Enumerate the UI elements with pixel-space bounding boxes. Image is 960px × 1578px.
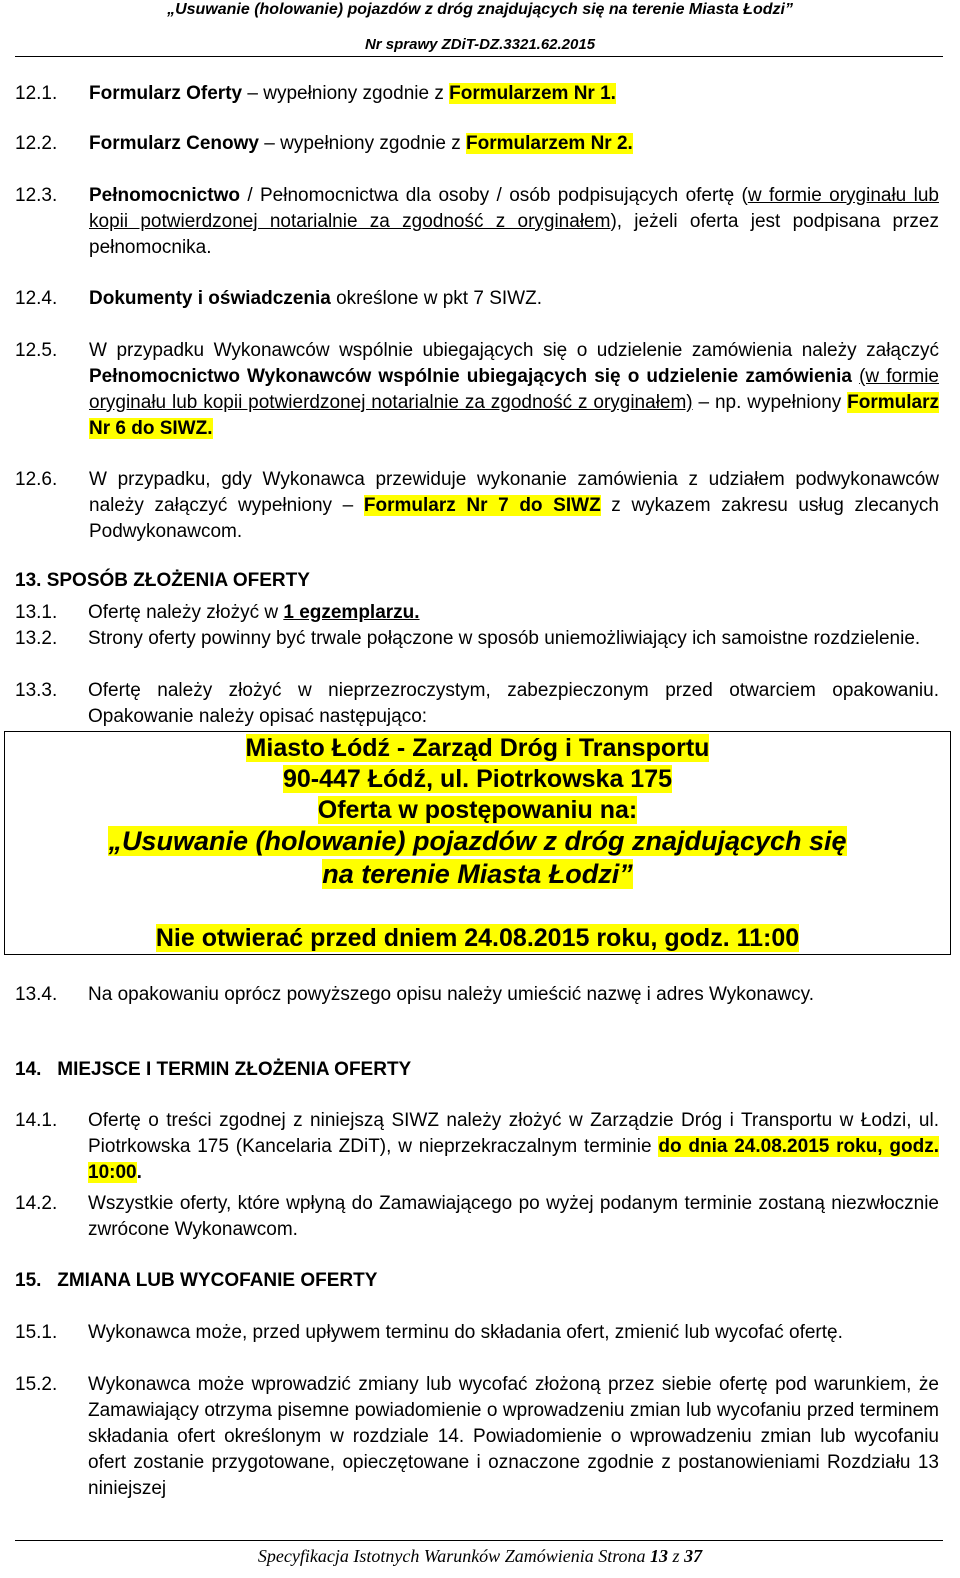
footer-of: z <box>668 1546 685 1566</box>
item-text: – wypełniony zgodnie z <box>242 83 450 104</box>
item-number: 13.2. <box>15 628 58 649</box>
deadline: do dnia 24.08.2015 roku, godz. 10:00 <box>88 1136 939 1183</box>
form-reference: Formularz Nr 7 do SIWZ <box>363 495 601 516</box>
item-text: . <box>136 1162 142 1183</box>
item-text: Strony oferty powinny być trwale połączone w sposób uniemożliwiający ich samoistne rozdzielenie. <box>88 628 921 649</box>
box-addressee: Miasto Łódź - Zarząd Dróg i Transportu <box>245 734 710 762</box>
header-title: „Usuwanie (holowanie) pojazdów z dróg znajdujących się na terenie Miasta Łodzi” <box>167 1 793 18</box>
item-text: Wszystkie oferty, które wpłyną do Zamawiającego po wyżej podanym terminie zostaną niezwłocznie zwrócone Wykonawcom. <box>88 1193 939 1240</box>
item-space <box>852 366 859 387</box>
item-heading: Dokumenty i oświadczenia <box>89 288 331 309</box>
box-address: 90-447 Łódź, ul. Piotrkowska 175 <box>282 765 673 793</box>
item-number: 12.2. <box>15 133 58 154</box>
item-text-underlined: (w formie oryginału lub kopii potwierdzonej notarialnie za zgodność z oryginałem) <box>89 366 939 413</box>
header-divider <box>15 56 943 57</box>
item-text: . Opakowanie należy opisać następująco: <box>88 680 939 727</box>
item-heading: Formularz Cenowy <box>89 133 259 154</box>
item-text: – wypełniony zgodnie z <box>258 133 466 154</box>
item-number: 13.4. <box>15 984 58 1005</box>
form-reference: Formularzem Nr 2. <box>466 133 633 154</box>
case-number: Nr sprawy ZDiT-DZ.3321.62.2015 <box>364 36 596 53</box>
copies-count: 1 egzemplarzu. <box>283 602 420 623</box>
item-text-underlined: w formie oryginału lub kopii potwierdzonej notarialnie za zgodność z oryginałem <box>89 185 939 232</box>
item-text: / Pełnomocnictwa dla osoby / osób podpisujących ofertę ( <box>239 185 748 206</box>
page-total: 37 <box>684 1546 703 1566</box>
item-number: 12.3. <box>15 185 58 206</box>
footer-divider <box>15 1540 943 1541</box>
box-do-not-open: Nie otwierać przed dniem 24.08.2015 roku, godz. 11:00 <box>155 924 800 952</box>
item-text: Na opakowaniu oprócz powyższego opisu należy umieścić nazwę i adres Wykonawcy. <box>88 984 815 1005</box>
box-tender-title-2: na terenie Miasta Łodzi” <box>322 859 633 889</box>
item-number: 15.1. <box>15 1322 58 1343</box>
item-text: Wykonawca może wprowadzić zmiany lub wycofać złożoną przez siebie ofertę pod warunkiem, że Zamawiający otrzyma pisemne powiadomienie o wprowadzeniu zmian lub wycofaniu przed terminem składania ofert określonym w rozdziale 14. Powiadomienie o wprowadzeniu zmian lub wycofaniu ofert zostanie przygotowane, opieczętowane i oznaczone zgodnie z postanowieniami Rozdziału 13 niniejszej <box>88 1374 939 1499</box>
item-text: określone w pkt 7 SIWZ. <box>330 288 542 309</box>
item-number: 12.4. <box>15 288 58 309</box>
item-number: 14.2. <box>15 1193 58 1214</box>
item-heading: Pełnomocnictwo Wykonawców wspólnie ubiegających się o udzielenie zamówienia <box>89 366 852 387</box>
section-heading-13: 13. SPOSÓB ZŁOŻENIA OFERTY <box>15 570 310 591</box>
box-tender-title-1: „Usuwanie (holowanie) pojazdów z dróg znajdujących się <box>108 826 847 856</box>
item-number: 12.6. <box>15 469 58 490</box>
item-text: Ofertę należy złożyć w nieprzezroczystym, zabezpieczonym przed otwarciem opakowaniu <box>88 680 934 701</box>
footer-label: Specyfikacja Istotnych Warunków Zamówienia Strona <box>257 1546 651 1566</box>
envelope-label-box <box>4 731 951 955</box>
item-text: – np. wypełniony <box>692 392 848 413</box>
section-heading-15: 15. ZMIANA LUB WYCOFANIE OFERTY <box>15 1270 378 1291</box>
item-heading: Formularz Oferty <box>89 83 243 104</box>
item-text: W przypadku Wykonawców wspólnie ubiegających się o udzielenie zamówienia należy załączyć <box>89 340 939 361</box>
page-number: 13 <box>650 1546 669 1566</box>
item-number: 12.5. <box>15 340 58 361</box>
item-text: Ofertę o treści zgodnej z niniejszą SIWZ należy złożyć w Zarządzie Dróg i Transportu w Łodzi, ul. Piotrkowska 175 (Kancelaria ZDiT), w nieprzekraczalnym terminie <box>88 1110 939 1157</box>
item-text: ), jeżeli oferta jest podpisana przez pełnomocnika. <box>89 211 939 258</box>
item-number: 13.3. <box>15 680 58 701</box>
item-text: Wykonawca może, przed upływem terminu do składania ofert, zmienić lub wycofać ofertę. <box>88 1322 843 1343</box>
item-heading: Pełnomocnictwo <box>89 185 240 206</box>
page-footer <box>0 1545 960 1567</box>
box-offer-label: Oferta w postępowaniu na: <box>317 796 638 824</box>
item-number: 14.1. <box>15 1110 58 1131</box>
section-heading-14: 14. MIEJSCE I TERMIN ZŁOŻENIA OFERTY <box>15 1059 412 1080</box>
item-number: 12.1. <box>15 83 58 104</box>
item-text: W przypadku, gdy Wykonawca przewiduje wykonanie zamówienia z udziałem podwykonawców należy załączyć wypełniony – <box>89 469 939 516</box>
form-reference: Formularz Nr 6 do SIWZ. <box>89 392 939 439</box>
item-number: 13.1. <box>15 602 58 623</box>
item-number: 15.2. <box>15 1374 58 1395</box>
form-reference: Formularzem Nr 1. <box>449 83 616 104</box>
item-text: Ofertę należy złożyć w <box>88 602 284 623</box>
item-text: z wykazem zakresu usług zlecanych Podwykonawcom. <box>89 495 939 542</box>
